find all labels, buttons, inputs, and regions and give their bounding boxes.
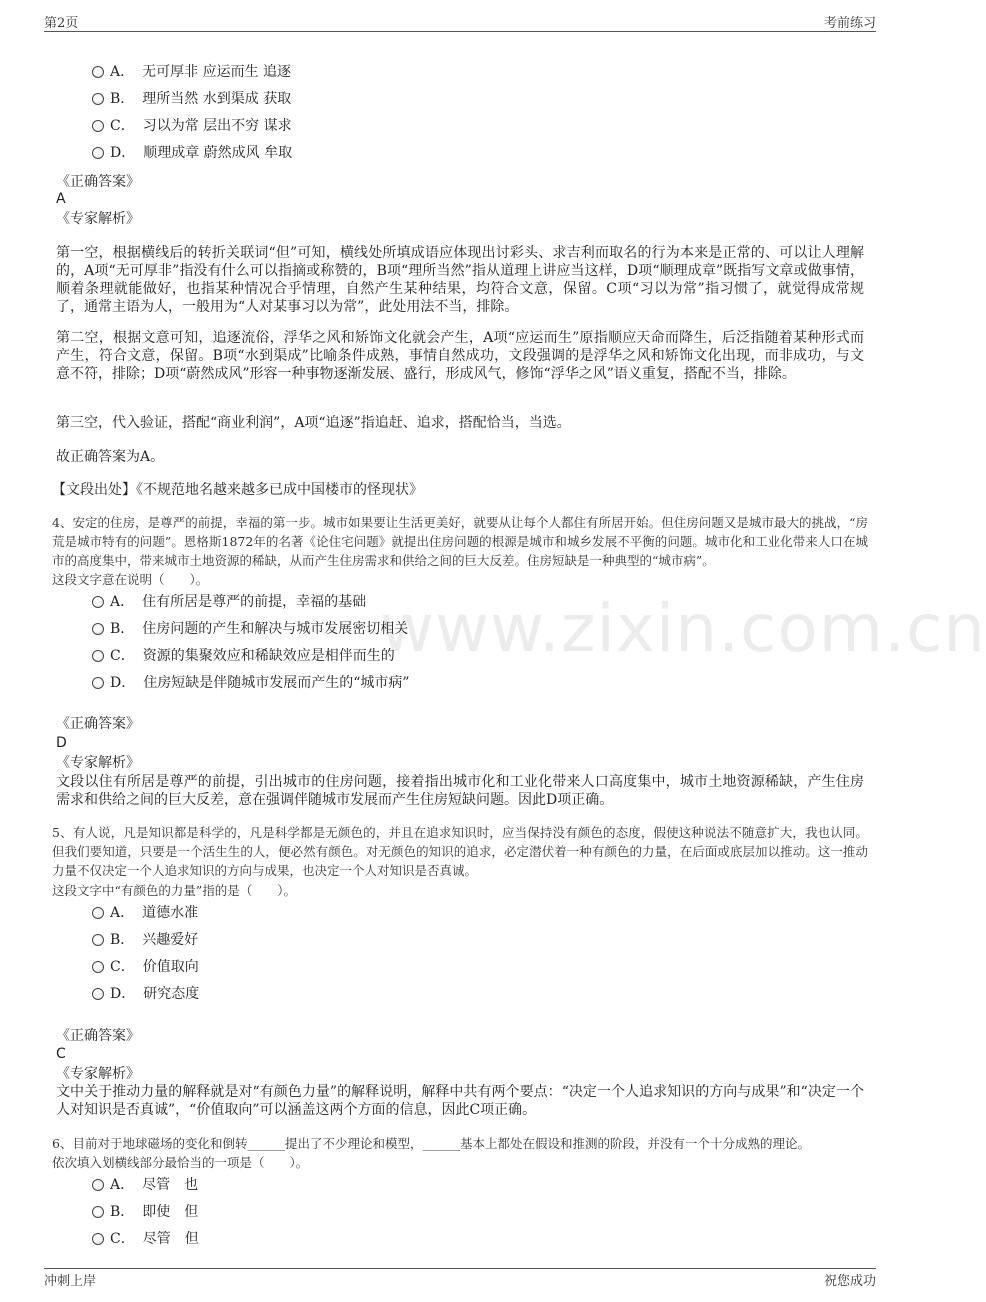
radio-icon[interactable] (92, 120, 104, 132)
radio-icon[interactable] (92, 147, 104, 159)
q3-option-a[interactable]: A． 无可厚非 应运而生 追逐 (92, 61, 291, 83)
radio-icon[interactable] (92, 934, 104, 946)
q6-question: 依次填入划横线部分最恰当的一项是（ ）。 (52, 1155, 309, 1170)
q5-option-c[interactable]: C． 价值取向 (92, 956, 199, 978)
q3-analysis-p2: 第二空，根据文意可知，追逐流俗，浮华之风和矫饰文化就会产生，A项“应运而生”原指顺应天命而降生，后泛指随着某种形式而产生，符合文意，保留。B项“水到渠成”比喻条件成熟，事情自然成功，文段强调的是浮华之风和矫饰文化出现，而非成功，与文意不符，排除；D项“蔚然成风”形容一种事物逐渐发展、盛行，形成风气，修饰“浮华之风”语义重复，搭配不当，排除。 (56, 330, 864, 382)
radio-icon[interactable] (92, 988, 104, 1000)
q5-question: 这段文字中“有颜色的力量”指的是（ ）。 (52, 883, 297, 898)
q5-option-d[interactable]: D． 研究态度 (92, 983, 199, 1005)
radio-icon[interactable] (92, 93, 104, 105)
q4-option-c[interactable]: C． 资源的集聚效应和稀缺效应是相伴而生的 (92, 645, 395, 667)
q4-stem: 4、安定的住房，是尊严的前提，幸福的第一步。城市如果要让生活更美好，就要从让每个人都住有所居开始。但住房问题又是城市最大的挑战，“房荒是城市特有的问题”。恩格斯1872年的名著《论住宅问题》就提出住房问题的根源是城市和城乡发展不平衡的问题。城市化和工业化带来人口在城市的高度集中，带来城市土地资源的稀缺，从而产生住房需求和供给之间的巨大反差。住房短缺是一种典型的“城市病”。 (52, 515, 868, 568)
q3-option-d[interactable]: D． 顺理成章 蔚然成风 牟取 (92, 142, 292, 164)
q4-answer-label: 《正确答案》 (56, 716, 140, 732)
q3-analysis-p4: 故正确答案为A。 (56, 449, 165, 465)
q5-stem: 5、有人说，凡是知识都是科学的，凡是科学都是无颜色的，并且在追求知识时，应当保持没有颜色的态度，假使这种说法不随意扩大，我也认同。但我们要知道，只要是一个活生生的人，便必然有颜色。对无颜色的知识的追求，必定潜伏着一种有颜色的力量，在后面或底层加以推动。这一推动力量不仅决定一个人追求知识的方向与成果，也决定一个人对知识是否真诚。 (52, 825, 868, 878)
q3-option-c[interactable]: C． 习以为常 层出不穷 谋求 (92, 115, 292, 137)
radio-icon[interactable] (92, 1206, 104, 1218)
q4-analysis: 文段以住有所居是尊严的前提，引出城市的住房问题，接着指出城市化和工业化带来人口高度集中，城市土地资源稀缺，产生住房需求和供给之间的巨大反差，意在强调伴随城市发展而产生住房短缺问题。因此D项正确。 (56, 774, 864, 808)
q5-analysis-label: 《专家解析》 (56, 1066, 140, 1082)
radio-icon[interactable] (92, 677, 104, 689)
q4-option-b[interactable]: B． 住房问题的产生和解决与城市发展密切相关 (92, 618, 408, 640)
q4-option-d[interactable]: D． 住房短缺是伴随城市发展而产生的“城市病” (92, 672, 410, 694)
radio-icon[interactable] (92, 650, 104, 662)
q3-answer-label: 《正确答案》 (56, 174, 140, 190)
footer-divider (44, 1268, 876, 1269)
radio-icon[interactable] (92, 1179, 104, 1191)
q3-option-b[interactable]: B． 理所当然 水到渠成 获取 (92, 88, 291, 110)
page-header (44, 12, 876, 32)
radio-icon[interactable] (92, 1233, 104, 1245)
radio-icon[interactable] (92, 623, 104, 635)
q3-analysis-label: 《专家解析》 (56, 211, 140, 227)
header-divider (44, 31, 876, 32)
q3-analysis-p3: 第三空，代入验证，搭配“商业利润”，A项“追逐”指追赶、追求，搭配恰当，当选。 (56, 415, 571, 431)
watermark: www.zixin.com.cn (380, 590, 986, 667)
radio-icon[interactable] (92, 66, 104, 78)
q4-question: 这段文字意在说明（ ）。 (52, 572, 209, 587)
q5-analysis: 文中关于推动力量的解释就是对“有颜色力量”的解释说明，解释中共有两个要点：“决定一个人追求知识的方向与成果”和“决定一个人对知识是否真诚”，“价值取向”可以涵盖这两个方面的信息，因此C项正确。 (56, 1084, 864, 1118)
q5-option-a[interactable]: A． 道德水准 (92, 902, 198, 924)
q4-analysis-label: 《专家解析》 (56, 755, 140, 771)
footer-right-text: 祝您成功 (823, 1274, 876, 1289)
footer-left-text: 冲刺上岸 (44, 1274, 97, 1289)
radio-icon[interactable] (92, 596, 104, 608)
q6-option-c[interactable]: C． 尽管 但 (92, 1228, 199, 1250)
q3-source: 【文段出处】《不规范地名越来越多已成中国楼市的怪现状》 (52, 482, 423, 498)
radio-icon[interactable] (92, 961, 104, 973)
q4-option-a[interactable]: A． 住有所居是尊严的前提，幸福的基础 (92, 591, 366, 613)
q6-option-a[interactable]: A． 尽管 也 (92, 1174, 198, 1196)
q6-stem: 6、目前对于地球磁场的变化和倒转______提出了不少理论和模型，______基本上都处在假设和推测的阶段，并没有一个十分成熟的理论。 (52, 1136, 810, 1151)
q3-answer: A (56, 191, 66, 207)
q5-option-b[interactable]: B． 兴趣爱好 (92, 929, 198, 951)
q5-answer: C (56, 1046, 66, 1062)
q5-answer-label: 《正确答案》 (56, 1028, 140, 1044)
header-title: 考前练习 (823, 16, 876, 31)
q4-answer: D (56, 735, 67, 751)
radio-icon[interactable] (92, 907, 104, 919)
q3-analysis-p1: 第一空，根据横线后的转折关联词“但”可知，横线处所填成语应体现出讨彩头、求吉利而取名的行为本来是正常的、可以让人理解的，A项“无可厚非”指没有什么可以指摘或称赞的，B项“理所当然”指从道理上讲应当这样，D项“顺理成章”既指写文章或做事情，顺着条理就能做好，也指某种情况合乎情理，自然产生某种结果，均符合文意，保留。C项“习以为常”指习惯了，就觉得成常规了，通常主语为人，一般用为“人对某事习以为常”，此处用法不当，排除。 (56, 245, 864, 315)
q6-option-b[interactable]: B． 即使 但 (92, 1201, 198, 1223)
page-number: 第2页 (44, 16, 79, 31)
